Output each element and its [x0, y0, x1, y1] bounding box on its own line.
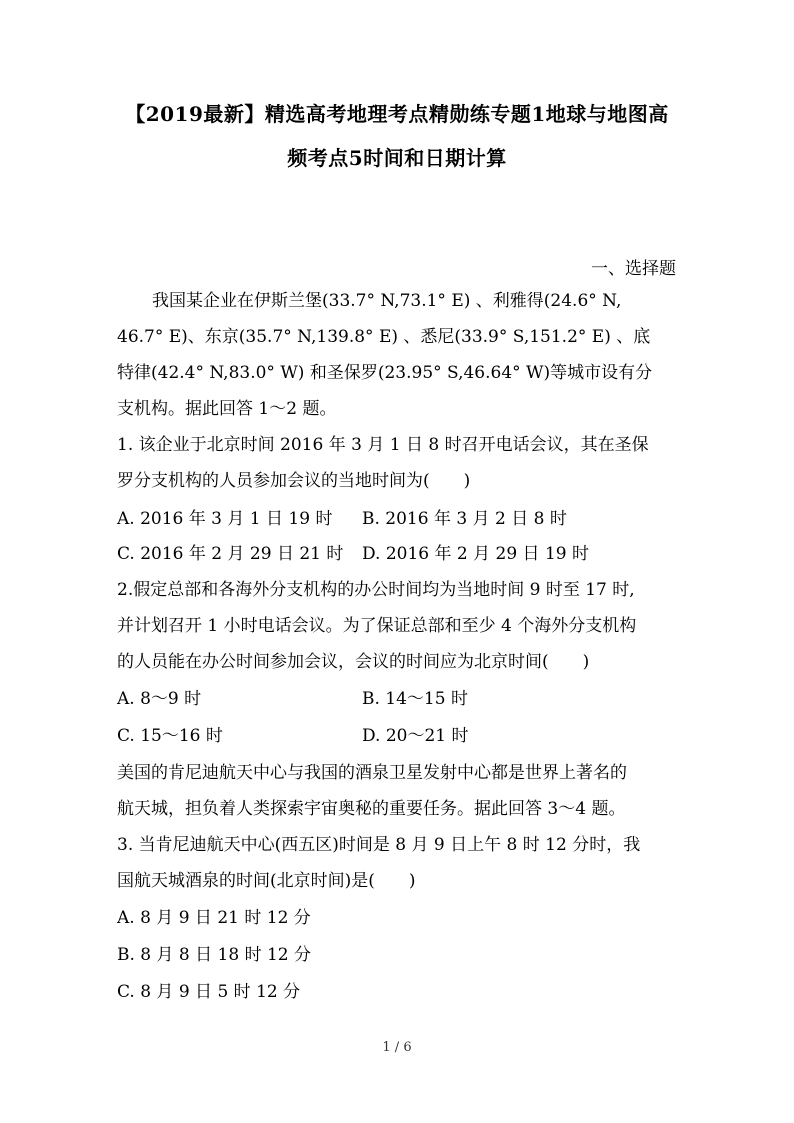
document-title-line-2: 频考点5时间和日期计算 — [287, 146, 507, 170]
question-3-option-b: B. 8 月 8 日 18 时 12 分 — [117, 945, 312, 965]
question-3-stem: 国航天城酒泉的时间(北京时间)是( ) — [117, 871, 416, 891]
question-1-option-c: C. 2016 年 2 月 29 日 21 时 — [117, 544, 344, 564]
intro-line: 特律(42.4° N,83.0° W) 和圣保罗(23.95° S,46.64° W)等城市设有分 — [117, 363, 653, 383]
question-3-stem: 3. 当肯尼迪航天中心(西五区)时间是 8 月 9 日上午 8 时 12 分时，我 — [117, 835, 641, 855]
question-1-option-a: A. 2016 年 3 月 1 日 19 时 — [117, 509, 333, 529]
intro-2-line: 航天城，担负着人类探索宇宙奥秘的重要任务。据此回答 3～4 题。 — [117, 799, 626, 819]
question-2-option-c: C. 15～16 时 — [117, 726, 223, 746]
question-2-stem: 2.假定总部和各海外分支机构的办公时间均为当地时间 9 时至 17 时, — [117, 580, 635, 600]
question-2-option-d: D. 20～21 时 — [362, 726, 469, 746]
intro-2-line: 美国的肯尼迪航天中心与我国的酒泉卫星发射中心都是世界上著名的 — [117, 763, 627, 783]
question-1-option-d: D. 2016 年 2 月 29 日 19 时 — [362, 544, 590, 564]
question-1-stem: 罗分支机构的人员参加会议的当地时间为( ) — [117, 471, 471, 491]
intro-line: 支机构。据此回答 1～2 题。 — [117, 399, 337, 419]
question-3-option-c: C. 8 月 9 日 5 时 12 分 — [117, 982, 301, 1002]
question-2-option-b: B. 14～15 时 — [362, 689, 468, 709]
page-number: 1 / 6 — [382, 1040, 412, 1055]
question-3-option-a: A. 8 月 9 日 21 时 12 分 — [117, 908, 311, 928]
section-heading: 一、选择题 — [591, 259, 676, 279]
question-1-option-b: B. 2016 年 3 月 2 日 8 时 — [362, 509, 567, 529]
question-2-option-a: A. 8～9 时 — [117, 689, 202, 709]
intro-line: 46.7° E)、东京(35.7° N,139.8° E) 、悉尼(33.9° S,151.2° E) 、底 — [117, 327, 651, 347]
question-1-stem: 1. 该企业于北京时间 2016 年 3 月 1 日 8 时召开电话会议，其在圣保 — [117, 435, 649, 455]
question-2-stem: 并计划召开 1 小时电话会议。为了保证总部和至少 4 个海外分支机构 — [117, 616, 637, 636]
document-title-line-1: 【2019最新】精选高考地理考点精勋练专题1地球与地图高 — [125, 102, 669, 126]
question-2-stem: 的人员能在办公时间参加会议，会议的时间应为北京时间( ) — [117, 652, 590, 672]
intro-line: 我国某企业在伊斯兰堡(33.7° N,73.1° E) 、利雅得(24.6° N, — [152, 291, 622, 311]
